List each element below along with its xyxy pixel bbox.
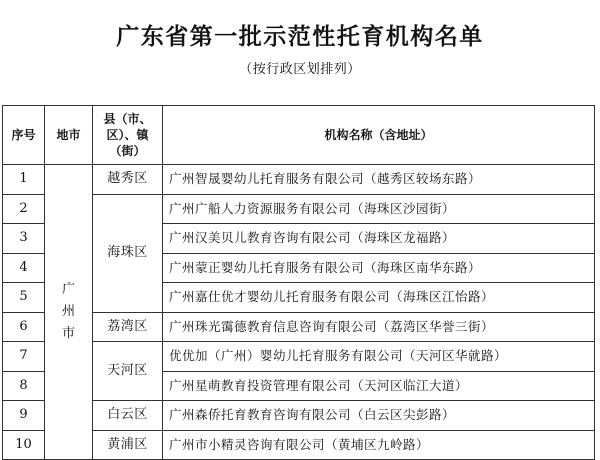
district-cell: 白云区 (93, 401, 163, 431)
district-cell: 黄浦区 (93, 430, 163, 460)
table-row (3, 165, 595, 195)
institution-table (2, 105, 595, 460)
header-org-name: 机构名称（含地址） (163, 106, 595, 165)
row-index: 3 (3, 224, 45, 254)
district-cell: 荔湾区 (93, 312, 163, 342)
row-index: 8 (3, 371, 45, 401)
row-index: 6 (3, 312, 45, 342)
row-index: 4 (3, 253, 45, 283)
row-index: 9 (3, 401, 45, 431)
org-name-cell: 广州星萌教育投资管理有限公司（天河区临江大道） (163, 371, 595, 401)
district-cell: 天河区 (93, 342, 163, 401)
document-subtitle: （按行政区划排列） (239, 62, 361, 77)
org-name-cell: 广州森侨托育教育咨询有限公司（白云区尖彭路） (163, 401, 595, 431)
district-cell: 海珠区 (93, 194, 163, 312)
org-name-cell: 优优加（广州）婴幼儿托育服务有限公司（天河区华就路） (163, 342, 595, 372)
org-name-cell: 广州智晟婴幼儿托育服务有限公司（越秀区较场东路） (163, 165, 595, 195)
table-header-row (3, 106, 595, 165)
org-name-cell: 广州汉美贝儿教育咨询有限公司（海珠区龙福路） (163, 224, 595, 254)
document-title: 广东省第一批示范性托育机构名单 (116, 24, 484, 50)
district-cell: 越秀区 (93, 165, 163, 195)
org-name-cell: 广州珠光霭德教育信息咨询有限公司（荔湾区华誉三街） (163, 312, 595, 342)
org-name-cell: 广州嘉仕优才婴幼儿托育服务有限公司（海珠区江怡路） (163, 283, 595, 313)
row-index: 10 (3, 430, 45, 460)
header-city: 地市 (45, 106, 93, 165)
org-name-cell: 广州市小精灵咨询有限公司（黄埔区九岭路） (163, 430, 595, 460)
city-label: 广州市 (61, 282, 75, 341)
row-index: 1 (3, 165, 45, 195)
org-name-cell: 广州蒙正婴幼儿托育服务有限公司（海珠区南华东路） (163, 253, 595, 283)
org-name-cell: 广州广船人力资源服务有限公司（海珠区沙园街） (163, 194, 595, 224)
city-cell (45, 165, 93, 460)
row-index: 7 (3, 342, 45, 372)
row-index: 2 (3, 194, 45, 224)
header-index: 序号 (3, 106, 45, 165)
header-district: 县（市、区）、镇（街） (93, 106, 163, 165)
row-index: 5 (3, 283, 45, 313)
